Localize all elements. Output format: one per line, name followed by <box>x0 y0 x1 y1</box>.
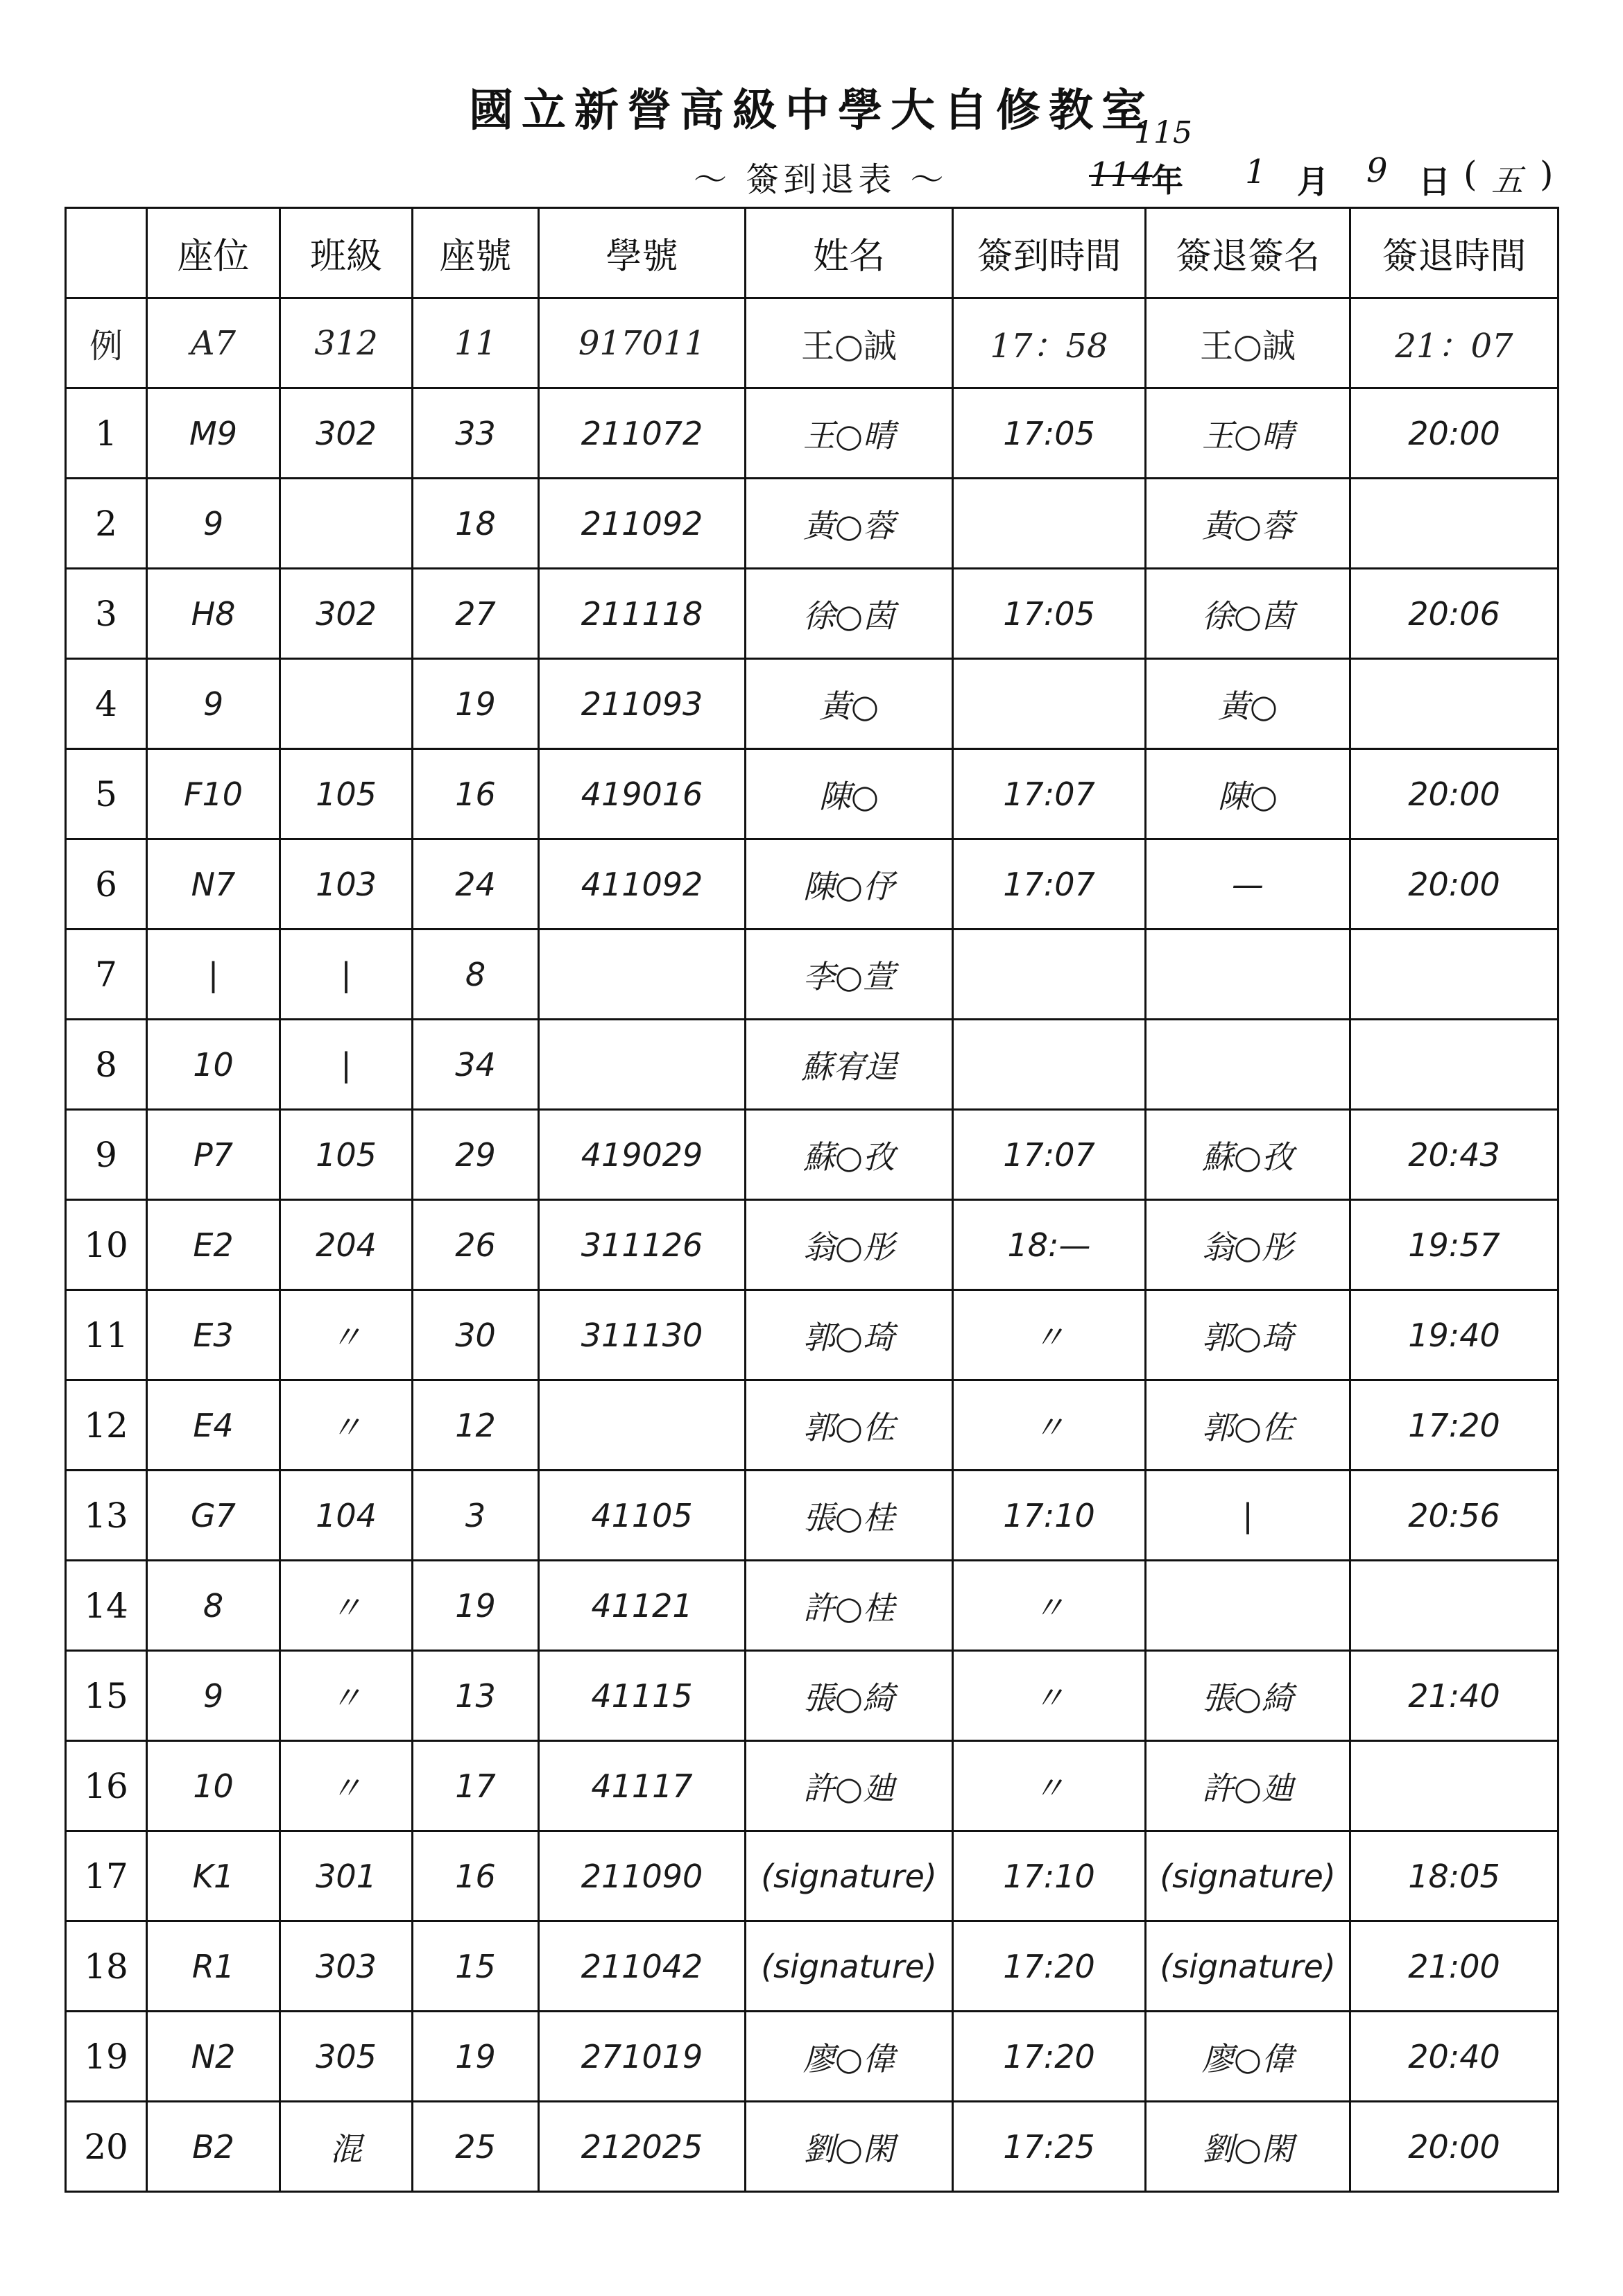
name: (signature) <box>746 1921 953 2012</box>
table-row <box>66 1110 1558 1200</box>
check-out-time: 20:06 <box>1350 569 1558 659</box>
class: 103 <box>280 839 413 929</box>
seat: 10 <box>147 1741 280 1831</box>
row-number: 17 <box>66 1831 147 1921</box>
seat: K1 <box>147 1831 280 1921</box>
check-out-time <box>1350 1561 1558 1651</box>
row-number: 11 <box>66 1290 147 1380</box>
seat: E3 <box>147 1290 280 1380</box>
student-id: 411092 <box>539 839 746 929</box>
seat-number: 17 <box>413 1741 539 1831</box>
weekday-value: 五 <box>1491 162 1523 199</box>
seat-number: 8 <box>413 929 539 1020</box>
check-in-time: 17:07 <box>953 749 1146 839</box>
seat-number: 30 <box>413 1290 539 1380</box>
check-in-time <box>953 659 1146 749</box>
student-id: 41115 <box>539 1651 746 1741</box>
checkout-signature: 黃○蓉 <box>1146 479 1350 569</box>
seat: H8 <box>147 569 280 659</box>
row-number: 5 <box>66 749 147 839</box>
seat: M9 <box>147 388 280 479</box>
name: 陳○伃 <box>746 839 953 929</box>
class: 〃 <box>280 1380 413 1471</box>
seat-number: 34 <box>413 1020 539 1110</box>
example-checkout-signature: 王○誠 <box>1146 298 1350 388</box>
name: 王○晴 <box>746 388 953 479</box>
month-label: 月 <box>1297 163 1329 200</box>
date-line <box>1068 115 1554 200</box>
name: 陳○ <box>746 749 953 839</box>
row-number: 14 <box>66 1561 147 1651</box>
checkout-signature: 翁○彤 <box>1146 1200 1350 1290</box>
seat-number: 16 <box>413 1831 539 1921</box>
student-id: 41117 <box>539 1741 746 1831</box>
student-id: 211092 <box>539 479 746 569</box>
table-row <box>66 929 1558 1020</box>
check-in-time: 〃 <box>953 1741 1146 1831</box>
check-in-time: 17:20 <box>953 1921 1146 2012</box>
example-class: 312 <box>280 298 413 388</box>
year-corrected: 115 <box>1134 115 1192 151</box>
check-out-time: 21:00 <box>1350 1921 1558 2012</box>
document-title: 國立新營高級中學大自修教室 <box>469 85 1154 137</box>
class: | <box>280 1020 413 1110</box>
example-check-out: 21：07 <box>1350 298 1558 388</box>
check-in-time: 17:07 <box>953 1110 1146 1200</box>
checkout-signature: (signature) <box>1146 1921 1350 2012</box>
table-row <box>66 1921 1558 2012</box>
header-name: 姓名 <box>746 208 953 298</box>
seat: 8 <box>147 1561 280 1651</box>
check-in-time <box>953 479 1146 569</box>
year-crossed-out: 114 <box>1089 155 1153 194</box>
row-number: 1 <box>66 388 147 479</box>
check-in-time: 18:— <box>953 1200 1146 1290</box>
month-value: 1 <box>1245 153 1266 191</box>
name: 許○桂 <box>746 1561 953 1651</box>
seat: | <box>147 929 280 1020</box>
student-id: 419029 <box>539 1110 746 1200</box>
check-out-time: 17:20 <box>1350 1380 1558 1471</box>
check-out-time: 20:00 <box>1350 839 1558 929</box>
row-number: 2 <box>66 479 147 569</box>
year-label: 年 <box>1151 162 1183 199</box>
name: 劉○閑 <box>746 2102 953 2192</box>
table-row <box>66 1290 1558 1380</box>
header-row-number <box>66 208 147 298</box>
checkout-signature: 郭○琦 <box>1146 1290 1350 1380</box>
check-out-time: 20:43 <box>1350 1110 1558 1200</box>
check-in-time <box>953 929 1146 1020</box>
example-name: 王○誠 <box>746 298 953 388</box>
day-label: 日 <box>1418 163 1450 200</box>
table-row <box>66 569 1558 659</box>
checkout-signature: 黃○ <box>1146 659 1350 749</box>
seat: P7 <box>147 1110 280 1200</box>
check-in-time: 17:10 <box>953 1471 1146 1561</box>
header-row <box>66 208 1558 298</box>
example-check-in: 17：58 <box>953 298 1146 388</box>
checkout-signature <box>1146 1561 1350 1651</box>
name: 黃○ <box>746 659 953 749</box>
checkout-signature <box>1146 929 1350 1020</box>
form-subtitle: ～ 簽到退表 ～ <box>694 160 948 199</box>
checkout-signature: 蘇○孜 <box>1146 1110 1350 1200</box>
check-in-time <box>953 1020 1146 1110</box>
checkout-signature <box>1146 1020 1350 1110</box>
header-check-in-time: 簽到時間 <box>953 208 1146 298</box>
header-checkout-signature: 簽退簽名 <box>1146 208 1350 298</box>
checkout-signature: 郭○佐 <box>1146 1380 1350 1471</box>
student-id: 211072 <box>539 388 746 479</box>
class: 〃 <box>280 1741 413 1831</box>
class: 302 <box>280 569 413 659</box>
checkout-signature: 廖○偉 <box>1146 2012 1350 2102</box>
seat: E4 <box>147 1380 280 1471</box>
seat-number: 16 <box>413 749 539 839</box>
check-out-time: 20:40 <box>1350 2012 1558 2102</box>
table-row <box>66 1831 1558 1921</box>
class: | <box>280 929 413 1020</box>
class: 104 <box>280 1471 413 1561</box>
class: 〃 <box>280 1290 413 1380</box>
sign-in-out-table <box>65 207 1559 2193</box>
checkout-signature: 張○綺 <box>1146 1651 1350 1741</box>
check-in-time: 17:05 <box>953 388 1146 479</box>
seat: R1 <box>147 1921 280 2012</box>
class: 303 <box>280 1921 413 2012</box>
student-id <box>539 929 746 1020</box>
table-row <box>66 479 1558 569</box>
example-student-id: 917011 <box>539 298 746 388</box>
seat: B2 <box>147 2102 280 2192</box>
class: 305 <box>280 2012 413 2102</box>
weekday-open-paren: ( <box>1463 154 1477 194</box>
name: 徐○茵 <box>746 569 953 659</box>
check-out-time: 20:00 <box>1350 749 1558 839</box>
check-in-time: 〃 <box>953 1651 1146 1741</box>
student-id: 41105 <box>539 1471 746 1561</box>
example-row <box>66 298 1558 388</box>
name: 黃○蓉 <box>746 479 953 569</box>
seat: 9 <box>147 659 280 749</box>
class: 301 <box>280 1831 413 1921</box>
name: 郭○琦 <box>746 1290 953 1380</box>
check-out-time: 19:40 <box>1350 1290 1558 1380</box>
check-out-time: 20:00 <box>1350 388 1558 479</box>
check-in-time: 17:25 <box>953 2102 1146 2192</box>
checkout-signature: — <box>1146 839 1350 929</box>
check-in-time: 〃 <box>953 1290 1146 1380</box>
row-number: 12 <box>66 1380 147 1471</box>
student-id <box>539 1020 746 1110</box>
row-number: 9 <box>66 1110 147 1200</box>
row-number: 8 <box>66 1020 147 1110</box>
header-seat: 座位 <box>147 208 280 298</box>
student-id: 41121 <box>539 1561 746 1651</box>
check-out-time <box>1350 479 1558 569</box>
seat-number: 19 <box>413 2012 539 2102</box>
row-number: 15 <box>66 1651 147 1741</box>
name: 廖○偉 <box>746 2012 953 2102</box>
student-id: 212025 <box>539 2102 746 2192</box>
example-seat-number: 11 <box>413 298 539 388</box>
seat-number: 26 <box>413 1200 539 1290</box>
seat: F10 <box>147 749 280 839</box>
name: 李○萱 <box>746 929 953 1020</box>
name: 蘇○孜 <box>746 1110 953 1200</box>
seat-number: 19 <box>413 659 539 749</box>
example-seat: A7 <box>147 298 280 388</box>
table-row <box>66 1020 1558 1110</box>
table-row <box>66 749 1558 839</box>
check-out-time <box>1350 1020 1558 1110</box>
row-number: 18 <box>66 1921 147 2012</box>
checkout-signature: (signature) <box>1146 1831 1350 1921</box>
table-row <box>66 1561 1558 1651</box>
name: 張○綺 <box>746 1651 953 1741</box>
row-number: 16 <box>66 1741 147 1831</box>
class: 204 <box>280 1200 413 1290</box>
class: 〃 <box>280 1561 413 1651</box>
check-out-time: 18:05 <box>1350 1831 1558 1921</box>
check-out-time <box>1350 659 1558 749</box>
header-check-out-time: 簽退時間 <box>1350 208 1558 298</box>
check-out-time: 20:56 <box>1350 1471 1558 1561</box>
row-number: 3 <box>66 569 147 659</box>
checkout-signature: 劉○閑 <box>1146 2102 1350 2192</box>
class <box>280 479 413 569</box>
table-row <box>66 1471 1558 1561</box>
class: 302 <box>280 388 413 479</box>
row-number: 7 <box>66 929 147 1020</box>
check-in-time: 17:07 <box>953 839 1146 929</box>
seat-number: 25 <box>413 2102 539 2192</box>
table-row <box>66 2102 1558 2192</box>
seat: G7 <box>147 1471 280 1561</box>
row-number: 6 <box>66 839 147 929</box>
table-row <box>66 1380 1558 1471</box>
check-out-time <box>1350 929 1558 1020</box>
checkout-signature: 陳○ <box>1146 749 1350 839</box>
example-label: 例 <box>66 298 147 388</box>
seat-number: 15 <box>413 1921 539 2012</box>
row-number: 4 <box>66 659 147 749</box>
table-row <box>66 1651 1558 1741</box>
name: 翁○彤 <box>746 1200 953 1290</box>
day-value: 9 <box>1366 151 1388 190</box>
seat-number: 3 <box>413 1471 539 1561</box>
check-out-time: 19:57 <box>1350 1200 1558 1290</box>
student-id: 419016 <box>539 749 746 839</box>
row-number: 19 <box>66 2012 147 2102</box>
table-row <box>66 388 1558 479</box>
class <box>280 659 413 749</box>
check-in-time: 17:05 <box>953 569 1146 659</box>
name: 蘇宥逞 <box>746 1020 953 1110</box>
check-in-time: 〃 <box>953 1380 1146 1471</box>
row-number: 10 <box>66 1200 147 1290</box>
checkout-signature: 許○廸 <box>1146 1741 1350 1831</box>
check-out-time <box>1350 1741 1558 1831</box>
seat: 9 <box>147 479 280 569</box>
seat: E2 <box>147 1200 280 1290</box>
checkout-signature: | <box>1146 1471 1350 1561</box>
student-id: 211090 <box>539 1831 746 1921</box>
seat: N7 <box>147 839 280 929</box>
student-id: 211093 <box>539 659 746 749</box>
table-row <box>66 1200 1558 1290</box>
check-in-time: 17:20 <box>953 2012 1146 2102</box>
checkout-signature: 王○晴 <box>1146 388 1350 479</box>
seat: 10 <box>147 1020 280 1110</box>
check-out-time: 21:40 <box>1350 1651 1558 1741</box>
check-in-time: 17:10 <box>953 1831 1146 1921</box>
seat-number: 27 <box>413 569 539 659</box>
class: 105 <box>280 1110 413 1200</box>
seat-number: 13 <box>413 1651 539 1741</box>
seat-number: 18 <box>413 479 539 569</box>
student-id <box>539 1380 746 1471</box>
checkout-signature: 徐○茵 <box>1146 569 1350 659</box>
seat-number: 19 <box>413 1561 539 1651</box>
seat-number: 12 <box>413 1380 539 1471</box>
header-class: 班級 <box>280 208 413 298</box>
header-seat-number: 座號 <box>413 208 539 298</box>
seat-number: 29 <box>413 1110 539 1200</box>
seat-number: 33 <box>413 388 539 479</box>
name: 張○桂 <box>746 1471 953 1561</box>
student-id: 211118 <box>539 569 746 659</box>
seat: N2 <box>147 2012 280 2102</box>
class: 〃 <box>280 1651 413 1741</box>
row-number: 20 <box>66 2102 147 2192</box>
seat: 9 <box>147 1651 280 1741</box>
name: (signature) <box>746 1831 953 1921</box>
seat-number: 24 <box>413 839 539 929</box>
check-out-time: 20:00 <box>1350 2102 1558 2192</box>
weekday-close-paren: ) <box>1540 154 1554 194</box>
check-in-time: 〃 <box>953 1561 1146 1651</box>
table-row <box>66 1741 1558 1831</box>
table-row <box>66 2012 1558 2102</box>
student-id: 271019 <box>539 2012 746 2102</box>
name: 許○廸 <box>746 1741 953 1831</box>
class: 混 <box>280 2102 413 2192</box>
student-id: 311126 <box>539 1200 746 1290</box>
table-row <box>66 839 1558 929</box>
class: 105 <box>280 749 413 839</box>
table-row <box>66 659 1558 749</box>
header-student-id: 學號 <box>539 208 746 298</box>
row-number: 13 <box>66 1471 147 1561</box>
student-id: 311130 <box>539 1290 746 1380</box>
student-id: 211042 <box>539 1921 746 2012</box>
name: 郭○佐 <box>746 1380 953 1471</box>
